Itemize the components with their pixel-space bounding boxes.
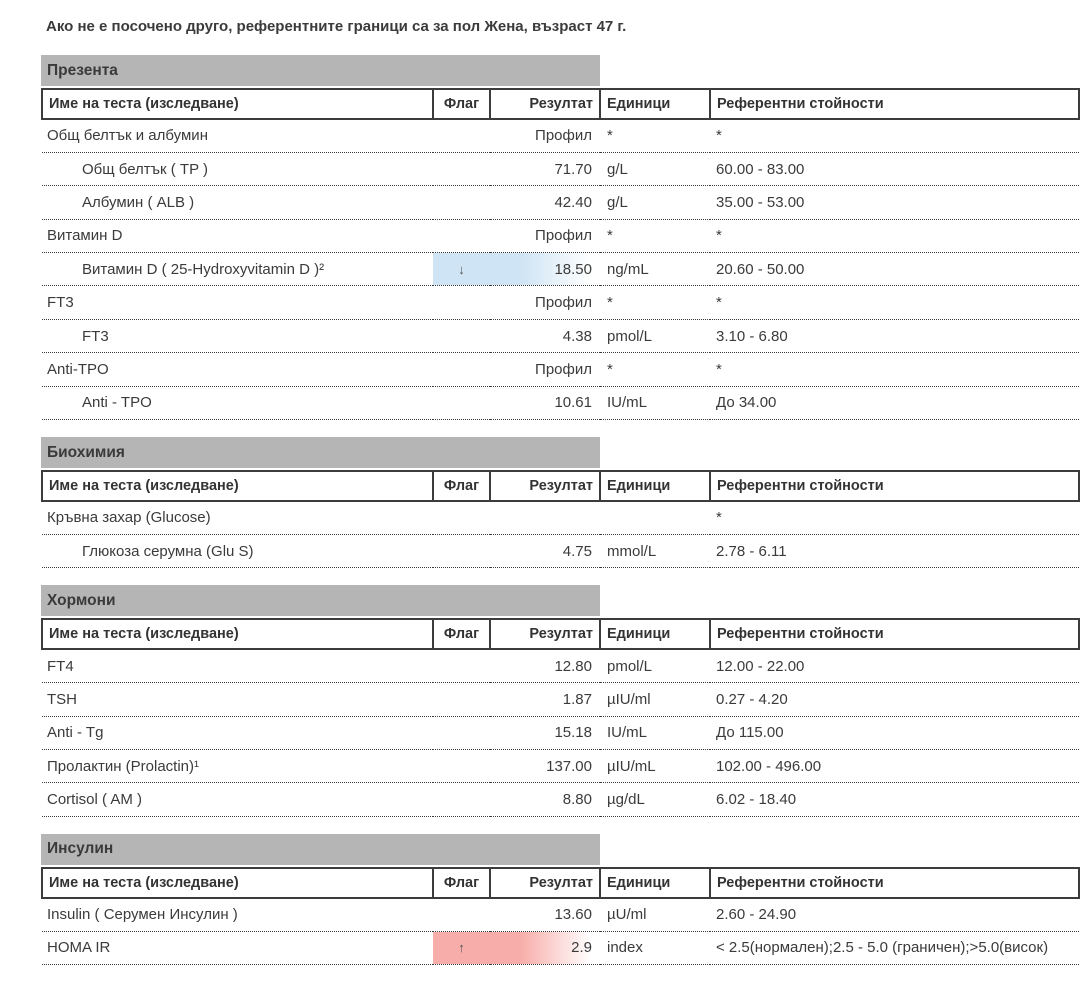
table-row [42, 501, 1079, 534]
table-row [42, 286, 1079, 319]
test-name-cell: Anti - TPO [42, 386, 433, 419]
flag-cell [433, 219, 490, 252]
table-row [42, 152, 1079, 185]
units-cell [600, 501, 710, 534]
column-header-test-name: Име на теста (изследване) [42, 89, 433, 119]
units-cell: * [600, 353, 710, 386]
column-header-reference: Референтни стойности [710, 619, 1079, 649]
section-title: Инсулин [47, 840, 114, 858]
reference-cell: 60.00 - 83.00 [710, 152, 1079, 185]
units-cell: µIU/mL [600, 749, 710, 782]
result-cell: 12.80 [490, 649, 600, 682]
reference-cell: До 34.00 [710, 386, 1079, 419]
table-body [42, 649, 1079, 816]
units-cell: ng/mL [600, 253, 710, 286]
reference-cell: * [710, 119, 1079, 152]
table-row [42, 253, 1079, 286]
section-header-bar [41, 55, 600, 86]
flag-arrow-icon: ↑ [458, 940, 465, 956]
units-cell: * [600, 286, 710, 319]
flag-cell [433, 253, 490, 286]
column-header-reference: Референтни стойности [710, 471, 1079, 501]
result-cell: 4.75 [490, 534, 600, 567]
test-name-cell: Албумин ( ALB ) [42, 186, 433, 219]
column-header-result: Резултат [490, 471, 600, 501]
test-name-cell: Кръвна захар (Glucose) [42, 501, 433, 534]
flag-cell [433, 501, 490, 534]
test-name-cell: Cortisol ( AM ) [42, 783, 433, 816]
result-cell: 4.38 [490, 319, 600, 352]
test-name-cell: Insulin ( Серумен Инсулин ) [42, 898, 433, 931]
result-cell: Профил [490, 286, 600, 319]
flag-cell [433, 716, 490, 749]
report-sections [0, 55, 1080, 965]
flag-cell [433, 152, 490, 185]
reference-cell: 35.00 - 53.00 [710, 186, 1079, 219]
table-row [42, 749, 1079, 782]
flag-cell [433, 683, 490, 716]
reference-cell: * [710, 353, 1079, 386]
flag-cell [433, 186, 490, 219]
table-header-row [42, 619, 1079, 649]
result-cell [490, 501, 600, 534]
test-name-cell: Витамин D [42, 219, 433, 252]
flag-cell [433, 386, 490, 419]
reference-cell: 20.60 - 50.00 [710, 253, 1079, 286]
units-cell: index [600, 931, 710, 964]
table-header-row [42, 868, 1079, 898]
flag-cell [433, 931, 490, 964]
reference-cell: До 115.00 [710, 716, 1079, 749]
flag-cell [433, 119, 490, 152]
test-name-cell: TSH [42, 683, 433, 716]
test-name-cell: FT3 [42, 319, 433, 352]
table-row [42, 386, 1079, 419]
flag-cell [433, 353, 490, 386]
result-cell: 8.80 [490, 783, 600, 816]
units-cell: mmol/L [600, 534, 710, 567]
column-header-units: Единици [600, 89, 710, 119]
test-name-cell: Общ белтък и албумин [42, 119, 433, 152]
reference-note: Ако не е посочено друго, референтните граници са за пол Жена, възраст 47 г. [46, 18, 627, 35]
units-cell: * [600, 219, 710, 252]
reference-cell: * [710, 501, 1079, 534]
result-section [41, 585, 1078, 816]
column-header-result: Резултат [490, 868, 600, 898]
test-name-cell: HOMA IR [42, 931, 433, 964]
table-row [42, 783, 1079, 816]
table-body [42, 898, 1079, 965]
reference-cell: 0.27 - 4.20 [710, 683, 1079, 716]
section-header-bar [41, 834, 600, 865]
table-row [42, 534, 1079, 567]
result-section [41, 55, 1078, 420]
table-body [42, 119, 1079, 420]
column-header-test-name: Име на теста (изследване) [42, 471, 433, 501]
result-cell: 2.9 [490, 931, 600, 964]
table-row [42, 186, 1079, 219]
table-row [42, 931, 1079, 964]
units-cell: g/L [600, 152, 710, 185]
flag-cell [433, 898, 490, 931]
table-row [42, 353, 1079, 386]
table-row [42, 119, 1079, 152]
section-title: Презента [47, 61, 118, 79]
results-table [41, 618, 1080, 816]
results-table [41, 470, 1080, 568]
column-header-units: Единици [600, 868, 710, 898]
units-cell: g/L [600, 186, 710, 219]
flag-cell [433, 783, 490, 816]
result-cell: 13.60 [490, 898, 600, 931]
results-table [41, 88, 1080, 420]
table-header-row [42, 89, 1079, 119]
reference-cell: 3.10 - 6.80 [710, 319, 1079, 352]
result-cell: 137.00 [490, 749, 600, 782]
column-header-result: Резултат [490, 619, 600, 649]
result-cell: Профил [490, 219, 600, 252]
flag-arrow-icon: ↓ [458, 261, 465, 277]
section-header-bar [41, 585, 600, 616]
column-header-flag: Флаг [433, 89, 490, 119]
column-header-flag: Флаг [433, 619, 490, 649]
column-header-test-name: Име на теста (изследване) [42, 868, 433, 898]
test-name-cell: Anti-TPO [42, 353, 433, 386]
result-cell: Профил [490, 119, 600, 152]
reference-cell: 2.60 - 24.90 [710, 898, 1079, 931]
column-header-flag: Флаг [433, 471, 490, 501]
result-cell: Профил [490, 353, 600, 386]
table-row [42, 898, 1079, 931]
test-name-cell: Глюкоза серумна (Glu S) [42, 534, 433, 567]
result-cell: 15.18 [490, 716, 600, 749]
reference-cell: * [710, 219, 1079, 252]
flag-cell [433, 534, 490, 567]
section-title: Хормони [47, 591, 116, 609]
units-cell: pmol/L [600, 319, 710, 352]
table-body [42, 501, 1079, 568]
column-header-units: Единици [600, 471, 710, 501]
table-header-row [42, 471, 1079, 501]
table-row [42, 683, 1079, 716]
column-header-reference: Референтни стойности [710, 89, 1079, 119]
units-cell: µU/ml [600, 898, 710, 931]
table-row [42, 319, 1079, 352]
reference-cell: 6.02 - 18.40 [710, 783, 1079, 816]
test-name-cell: Пролактин (Prolactin)¹ [42, 749, 433, 782]
result-cell: 18.50 [490, 253, 600, 286]
test-name-cell: FT3 [42, 286, 433, 319]
reference-cell: 102.00 - 496.00 [710, 749, 1079, 782]
reference-cell: 12.00 - 22.00 [710, 649, 1079, 682]
reference-cell: < 2.5(нормален);2.5 - 5.0 (граничен);>5.0(висок) [710, 931, 1079, 964]
result-section [41, 437, 1078, 568]
units-cell: µIU/ml [600, 683, 710, 716]
result-cell: 1.87 [490, 683, 600, 716]
column-header-test-name: Име на теста (изследване) [42, 619, 433, 649]
flag-cell [433, 319, 490, 352]
test-name-cell: FT4 [42, 649, 433, 682]
results-table [41, 867, 1080, 965]
column-header-reference: Референтни стойности [710, 868, 1079, 898]
test-name-cell: Витамин D ( 25-Hydroxyvitamin D )² [42, 253, 433, 286]
column-header-result: Резултат [490, 89, 600, 119]
units-cell: µg/dL [600, 783, 710, 816]
units-cell: * [600, 119, 710, 152]
result-cell: 10.61 [490, 386, 600, 419]
result-cell: 42.40 [490, 186, 600, 219]
table-row [42, 219, 1079, 252]
flag-cell [433, 749, 490, 782]
reference-cell: 2.78 - 6.11 [710, 534, 1079, 567]
units-cell: IU/mL [600, 386, 710, 419]
table-row [42, 716, 1079, 749]
units-cell: pmol/L [600, 649, 710, 682]
section-header-bar [41, 437, 600, 468]
test-name-cell: Anti - Tg [42, 716, 433, 749]
section-title: Биохимия [47, 443, 125, 461]
table-row [42, 649, 1079, 682]
result-section [41, 834, 1078, 965]
units-cell: IU/mL [600, 716, 710, 749]
result-cell: 71.70 [490, 152, 600, 185]
reference-cell: * [710, 286, 1079, 319]
flag-cell [433, 286, 490, 319]
test-name-cell: Общ белтък ( TP ) [42, 152, 433, 185]
column-header-units: Единици [600, 619, 710, 649]
column-header-flag: Флаг [433, 868, 490, 898]
flag-cell [433, 649, 490, 682]
